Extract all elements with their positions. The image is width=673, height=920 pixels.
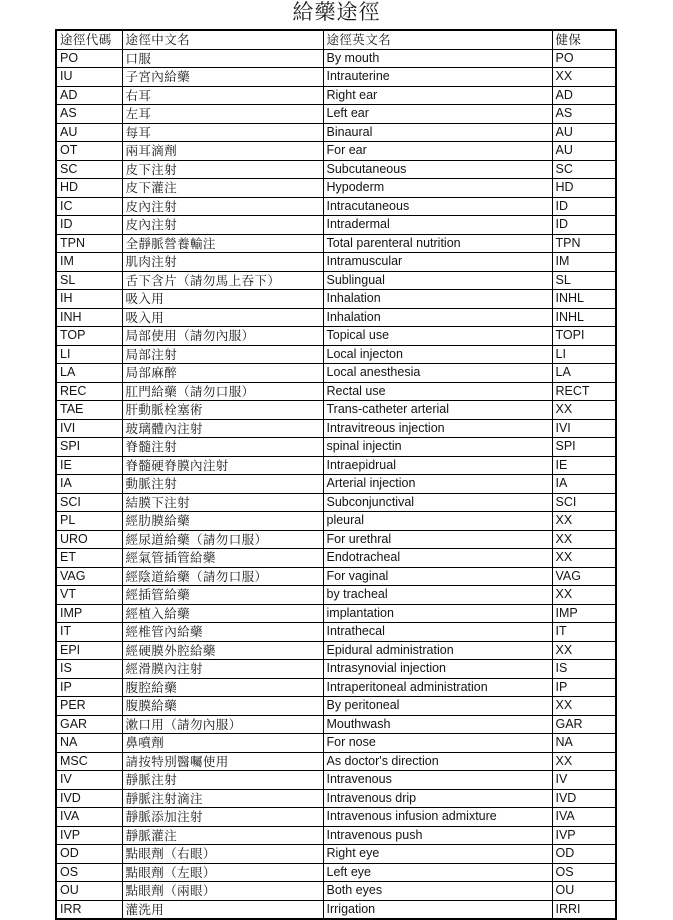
route-chinese-name-cell: 脊髓注射 — [122, 438, 323, 457]
route-nhi-code-cell: OS — [552, 863, 616, 882]
route-chinese-name-cell: 每耳 — [122, 123, 323, 142]
route-code-cell: PER — [56, 697, 122, 716]
route-chinese-name-cell: 脊髓硬脊膜內注射 — [122, 456, 323, 475]
route-nhi-code-cell: SL — [552, 271, 616, 290]
table-row — [56, 549, 616, 568]
table-row — [56, 678, 616, 697]
route-code-cell: IC — [56, 197, 122, 216]
route-english-name-cell: Intravenous infusion admixture — [323, 808, 552, 827]
route-chinese-name-cell: 口服 — [122, 49, 323, 68]
table-row — [56, 845, 616, 864]
route-code-cell: INH — [56, 308, 122, 327]
route-chinese-name-cell: 靜脈注射滴注 — [122, 789, 323, 808]
route-nhi-code-cell: INHL — [552, 290, 616, 309]
table-row — [56, 863, 616, 882]
table-body — [56, 49, 616, 919]
route-chinese-name-cell: 經氣管插管給藥 — [122, 549, 323, 568]
route-chinese-name-cell: 局部注射 — [122, 345, 323, 364]
table-row — [56, 382, 616, 401]
route-chinese-name-cell: 動脈注射 — [122, 475, 323, 494]
table-row — [56, 697, 616, 716]
route-code-cell: IVD — [56, 789, 122, 808]
route-code-cell: SL — [56, 271, 122, 290]
route-code-cell: IU — [56, 68, 122, 87]
route-english-name-cell: Topical use — [323, 327, 552, 346]
table-row — [56, 327, 616, 346]
route-nhi-code-cell: XX — [552, 641, 616, 660]
route-nhi-code-cell: ID — [552, 197, 616, 216]
route-nhi-code-cell: XX — [552, 549, 616, 568]
route-english-name-cell: Endotracheal — [323, 549, 552, 568]
route-chinese-name-cell: 子宮內給藥 — [122, 68, 323, 87]
route-nhi-code-cell: TOPI — [552, 327, 616, 346]
route-code-cell: LI — [56, 345, 122, 364]
route-nhi-code-cell: GAR — [552, 715, 616, 734]
table-row — [56, 493, 616, 512]
route-nhi-code-cell: XX — [552, 697, 616, 716]
route-nhi-code-cell: IE — [552, 456, 616, 475]
route-chinese-name-cell: 腹膜給藥 — [122, 697, 323, 716]
route-code-cell: PO — [56, 49, 122, 68]
route-english-name-cell: Binaural — [323, 123, 552, 142]
route-english-name-cell: As doctor's direction — [323, 752, 552, 771]
route-english-name-cell: by tracheal — [323, 586, 552, 605]
route-code-cell: URO — [56, 530, 122, 549]
route-english-name-cell: Intracutaneous — [323, 197, 552, 216]
route-chinese-name-cell: 吸入用 — [122, 308, 323, 327]
route-chinese-name-cell: 經滑膜內注射 — [122, 660, 323, 679]
table-row — [56, 49, 616, 68]
table-row — [56, 475, 616, 494]
table-row — [56, 641, 616, 660]
route-code-cell: OS — [56, 863, 122, 882]
route-english-name-cell: Left eye — [323, 863, 552, 882]
route-english-name-cell: Intraperitoneal administration — [323, 678, 552, 697]
route-english-name-cell: For nose — [323, 734, 552, 753]
route-english-name-cell: Rectal use — [323, 382, 552, 401]
route-english-name-cell: Intrasynovial injection — [323, 660, 552, 679]
table-row — [56, 512, 616, 531]
table-row — [56, 456, 616, 475]
route-chinese-name-cell: 肝動脈栓塞術 — [122, 401, 323, 420]
route-chinese-name-cell: 局部麻醉 — [122, 364, 323, 383]
table-row — [56, 86, 616, 105]
page-title: 給藥途徑 — [292, 1, 381, 24]
route-code-cell: SPI — [56, 438, 122, 457]
route-english-name-cell: Intrauterine — [323, 68, 552, 87]
route-english-name-cell: Right ear — [323, 86, 552, 105]
route-nhi-code-cell: AU — [552, 123, 616, 142]
table-row — [56, 216, 616, 235]
route-chinese-name-cell: 皮內注射 — [122, 197, 323, 216]
table-row — [56, 308, 616, 327]
route-nhi-code-cell: IS — [552, 660, 616, 679]
route-nhi-code-cell: PO — [552, 49, 616, 68]
route-code-cell: OD — [56, 845, 122, 864]
route-english-name-cell: Sublingual — [323, 271, 552, 290]
route-code-cell: IVA — [56, 808, 122, 827]
route-english-name-cell: Right eye — [323, 845, 552, 864]
route-chinese-name-cell: 灌洗用 — [122, 900, 323, 919]
route-code-cell: IVP — [56, 826, 122, 845]
route-english-name-cell: implantation — [323, 604, 552, 623]
route-english-name-cell: Intravenous drip — [323, 789, 552, 808]
route-english-name-cell: For urethral — [323, 530, 552, 549]
table-header-row — [56, 30, 616, 49]
route-code-cell: IA — [56, 475, 122, 494]
route-chinese-name-cell: 經肋膜給藥 — [122, 512, 323, 531]
route-chinese-name-cell: 局部使用（請勿內服） — [122, 327, 323, 346]
route-english-name-cell: Hypoderm — [323, 179, 552, 198]
route-english-name-cell: pleural — [323, 512, 552, 531]
route-chinese-name-cell: 肛門給藥（請勿口服） — [122, 382, 323, 401]
table-row — [56, 401, 616, 420]
route-english-name-cell: Local injecton — [323, 345, 552, 364]
route-nhi-code-cell: HD — [552, 179, 616, 198]
route-nhi-code-cell: OU — [552, 882, 616, 901]
route-code-cell: AD — [56, 86, 122, 105]
route-chinese-name-cell: 點眼劑（左眼） — [122, 863, 323, 882]
route-english-name-cell: spinal injectin — [323, 438, 552, 457]
route-english-name-cell: Trans-catheter arterial — [323, 401, 552, 420]
table-row — [56, 586, 616, 605]
route-english-name-cell: Intradermal — [323, 216, 552, 235]
table-row — [56, 160, 616, 179]
route-code-cell: OU — [56, 882, 122, 901]
route-nhi-code-cell: IA — [552, 475, 616, 494]
route-nhi-code-cell: NA — [552, 734, 616, 753]
table-row — [56, 364, 616, 383]
route-chinese-name-cell: 經陰道給藥（請勿口服） — [122, 567, 323, 586]
route-code-cell: ET — [56, 549, 122, 568]
route-english-name-cell: Subcutaneous — [323, 160, 552, 179]
route-chinese-name-cell: 靜脈添加注射 — [122, 808, 323, 827]
route-code-cell: HD — [56, 179, 122, 198]
route-chinese-name-cell: 全靜脈營養輸注 — [122, 234, 323, 253]
route-chinese-name-cell: 經硬膜外腔給藥 — [122, 641, 323, 660]
route-english-name-cell: Intravitreous injection — [323, 419, 552, 438]
route-nhi-code-cell: XX — [552, 752, 616, 771]
table-row — [56, 438, 616, 457]
route-code-cell: OT — [56, 142, 122, 161]
route-code-cell: IH — [56, 290, 122, 309]
route-english-name-cell: By mouth — [323, 49, 552, 68]
route-english-name-cell: Total parenteral nutrition — [323, 234, 552, 253]
route-code-cell: SCI — [56, 493, 122, 512]
route-code-cell: TAE — [56, 401, 122, 420]
route-chinese-name-cell: 皮內注射 — [122, 216, 323, 235]
route-code-cell: NA — [56, 734, 122, 753]
route-nhi-code-cell: XX — [552, 512, 616, 531]
table-row — [56, 271, 616, 290]
table-row — [56, 123, 616, 142]
route-chinese-name-cell: 右耳 — [122, 86, 323, 105]
table-row — [56, 826, 616, 845]
route-nhi-code-cell: XX — [552, 68, 616, 87]
table-row — [56, 808, 616, 827]
route-nhi-code-cell: LI — [552, 345, 616, 364]
administration-routes-table — [55, 29, 617, 920]
route-chinese-name-cell: 玻璃體內注射 — [122, 419, 323, 438]
route-nhi-code-cell: AS — [552, 105, 616, 124]
route-chinese-name-cell: 靜脈注射 — [122, 771, 323, 790]
route-code-cell: IT — [56, 623, 122, 642]
route-english-name-cell: Inhalation — [323, 308, 552, 327]
route-english-name-cell: Epidural administration — [323, 641, 552, 660]
route-english-name-cell: Arterial injection — [323, 475, 552, 494]
route-nhi-code-cell: IVP — [552, 826, 616, 845]
route-code-cell: IM — [56, 253, 122, 272]
route-chinese-name-cell: 皮下灌注 — [122, 179, 323, 198]
route-english-name-cell: Intravenous push — [323, 826, 552, 845]
route-chinese-name-cell: 兩耳滴劑 — [122, 142, 323, 161]
route-nhi-code-cell: IMP — [552, 604, 616, 623]
route-chinese-name-cell: 肌肉注射 — [122, 253, 323, 272]
route-chinese-name-cell: 點眼劑（兩眼） — [122, 882, 323, 901]
route-nhi-code-cell: TPN — [552, 234, 616, 253]
route-code-cell: TOP — [56, 327, 122, 346]
route-code-cell: REC — [56, 382, 122, 401]
route-english-name-cell: Intraepidrual — [323, 456, 552, 475]
route-english-name-cell: Intravenous — [323, 771, 552, 790]
route-nhi-code-cell: SCI — [552, 493, 616, 512]
table-row — [56, 715, 616, 734]
table-header — [56, 30, 616, 49]
route-code-cell: VAG — [56, 567, 122, 586]
route-english-name-cell: Subconjunctival — [323, 493, 552, 512]
table-row — [56, 142, 616, 161]
table-row — [56, 290, 616, 309]
route-chinese-name-cell: 經插管給藥 — [122, 586, 323, 605]
route-nhi-code-cell: IP — [552, 678, 616, 697]
route-chinese-name-cell: 點眼劑（右眼） — [122, 845, 323, 864]
route-nhi-code-cell: IT — [552, 623, 616, 642]
column-header-nhi: 健保 — [552, 30, 616, 49]
route-chinese-name-cell: 靜脈灌注 — [122, 826, 323, 845]
route-code-cell: GAR — [56, 715, 122, 734]
route-code-cell: IE — [56, 456, 122, 475]
route-nhi-code-cell: OD — [552, 845, 616, 864]
route-code-cell: PL — [56, 512, 122, 531]
route-nhi-code-cell: LA — [552, 364, 616, 383]
route-nhi-code-cell: SC — [552, 160, 616, 179]
route-english-name-cell: Irrigation — [323, 900, 552, 919]
table-row — [56, 234, 616, 253]
route-code-cell: AS — [56, 105, 122, 124]
route-code-cell: IP — [56, 678, 122, 697]
route-english-name-cell: Mouthwash — [323, 715, 552, 734]
route-code-cell: MSC — [56, 752, 122, 771]
table-row — [56, 345, 616, 364]
table-row — [56, 105, 616, 124]
route-english-name-cell: Both eyes — [323, 882, 552, 901]
route-code-cell: LA — [56, 364, 122, 383]
table-row — [56, 197, 616, 216]
table-row — [56, 68, 616, 87]
route-english-name-cell: Intramuscular — [323, 253, 552, 272]
column-header-english-name: 途徑英文名 — [323, 30, 552, 49]
table-row — [56, 623, 616, 642]
route-code-cell: IVI — [56, 419, 122, 438]
table-row — [56, 752, 616, 771]
route-english-name-cell: For vaginal — [323, 567, 552, 586]
route-chinese-name-cell: 結膜下注射 — [122, 493, 323, 512]
route-nhi-code-cell: XX — [552, 586, 616, 605]
table-row — [56, 604, 616, 623]
route-code-cell: AU — [56, 123, 122, 142]
route-nhi-code-cell: IVA — [552, 808, 616, 827]
route-english-name-cell: Local anesthesia — [323, 364, 552, 383]
table-row — [56, 734, 616, 753]
route-nhi-code-cell: SPI — [552, 438, 616, 457]
table-row — [56, 530, 616, 549]
table-row — [56, 179, 616, 198]
table-row — [56, 771, 616, 790]
route-code-cell: ID — [56, 216, 122, 235]
route-nhi-code-cell: IVI — [552, 419, 616, 438]
route-chinese-name-cell: 經尿道給藥（請勿口服） — [122, 530, 323, 549]
route-code-cell: IV — [56, 771, 122, 790]
route-code-cell: VT — [56, 586, 122, 605]
route-nhi-code-cell: VAG — [552, 567, 616, 586]
table-container — [55, 29, 615, 920]
route-english-name-cell: Intrathecal — [323, 623, 552, 642]
table-row — [56, 660, 616, 679]
route-code-cell: IS — [56, 660, 122, 679]
table-row — [56, 900, 616, 919]
route-nhi-code-cell: XX — [552, 530, 616, 549]
route-nhi-code-cell: AD — [552, 86, 616, 105]
route-nhi-code-cell: IRRI — [552, 900, 616, 919]
table-row — [56, 789, 616, 808]
route-english-name-cell: By peritoneal — [323, 697, 552, 716]
route-nhi-code-cell: AU — [552, 142, 616, 161]
route-nhi-code-cell: RECT — [552, 382, 616, 401]
route-code-cell: IRR — [56, 900, 122, 919]
route-nhi-code-cell: IM — [552, 253, 616, 272]
route-code-cell: TPN — [56, 234, 122, 253]
route-english-name-cell: For ear — [323, 142, 552, 161]
column-header-chinese-name: 途徑中文名 — [122, 30, 323, 49]
route-nhi-code-cell: INHL — [552, 308, 616, 327]
route-nhi-code-cell: IV — [552, 771, 616, 790]
route-chinese-name-cell: 鼻噴劑 — [122, 734, 323, 753]
route-chinese-name-cell: 漱口用（請勿內服） — [122, 715, 323, 734]
route-chinese-name-cell: 經椎管內給藥 — [122, 623, 323, 642]
route-chinese-name-cell: 舌下含片（請勿馬上吞下） — [122, 271, 323, 290]
route-nhi-code-cell: ID — [552, 216, 616, 235]
route-chinese-name-cell: 腹腔給藥 — [122, 678, 323, 697]
table-row — [56, 253, 616, 272]
route-nhi-code-cell: IVD — [552, 789, 616, 808]
route-nhi-code-cell: XX — [552, 401, 616, 420]
route-english-name-cell: Inhalation — [323, 290, 552, 309]
route-code-cell: SC — [56, 160, 122, 179]
route-code-cell: IMP — [56, 604, 122, 623]
route-chinese-name-cell: 皮下注射 — [122, 160, 323, 179]
route-chinese-name-cell: 經植入給藥 — [122, 604, 323, 623]
column-header-code: 途徑代碼 — [56, 30, 122, 49]
route-code-cell: EPI — [56, 641, 122, 660]
route-chinese-name-cell: 吸入用 — [122, 290, 323, 309]
route-chinese-name-cell: 左耳 — [122, 105, 323, 124]
route-chinese-name-cell: 請按特別醫囑使用 — [122, 752, 323, 771]
table-row — [56, 567, 616, 586]
table-row — [56, 419, 616, 438]
route-english-name-cell: Left ear — [323, 105, 552, 124]
